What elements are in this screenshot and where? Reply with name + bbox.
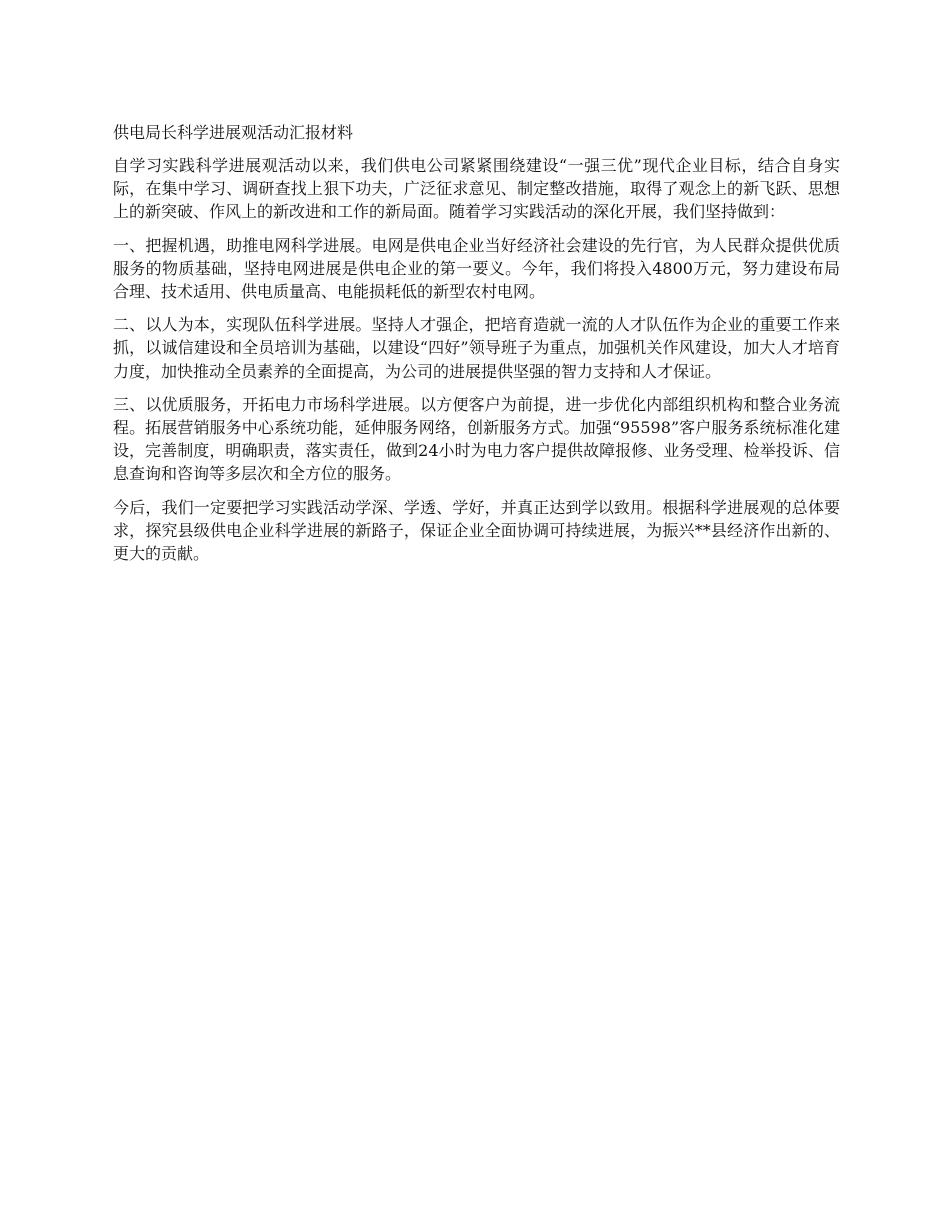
paragraph-grid-development: 一、把握机遇，助推电网科学进展。电网是供电企业当好经济社会建设的先行官，为人民群众提供优质服务的物质基础，坚持电网进展是供电企业的第一要义。今年，我们将投入4800万元，努力建设布局合理、技术适用、供电质量高、电能损耗低的新型农村电网。 (113, 235, 840, 302)
document-title: 供电局长科学进展观活动汇报材料 (113, 123, 354, 142)
paragraph-intro: 自学习实践科学进展观活动以来，我们供电公司紧紧围绕建设“一强三优”现代企业目标，结合自身实际，在集中学习、调研查找上狠下功夫，广泛征求意见、制定整改措施，取得了观念上的新飞跃、思想上的新突破、作风上的新改进和工作的新局面。随着学习实践活动的深化开展，我们坚持做到： (113, 156, 840, 222)
paragraph-team-development: 二、以人为本，实现队伍科学进展。坚持人才强企，把培育造就一流的人才队伍作为企业的重要工作来抓，以诚信建设和全员培训为基础，以建设“四好”领导班子为重点，加强机关作风建设，加大人才培育力度，加快推动全员素养的全面提高，为公司的进展提供坚强的智力支持和人才保证。 (113, 315, 840, 381)
paragraph-service-development: 三、以优质服务，开拓电力市场科学进展。以方便客户为前提，进一步优化内部组织机构和整合业务流程。拓展营销服务中心系统功能，延伸服务网络，创新服务方式。加强“95598”客户服务系统标准化建设，完善制度，明确职责，落实责任，做到24小时为电力客户提供故障报修、业务受理、检举投诉、信息查询和咨询等多层次和全方位的服务。 (113, 394, 840, 484)
paragraph-conclusion: 今后，我们一定要把学习实践活动学深、学透、学好，并真正达到学以致用。根据科学进展观的总体要求，探究县级供电企业科学进展的新路子，保证企业全面协调可持续进展，为振兴**县经济作出新的、更大的贡献。 (113, 497, 840, 564)
